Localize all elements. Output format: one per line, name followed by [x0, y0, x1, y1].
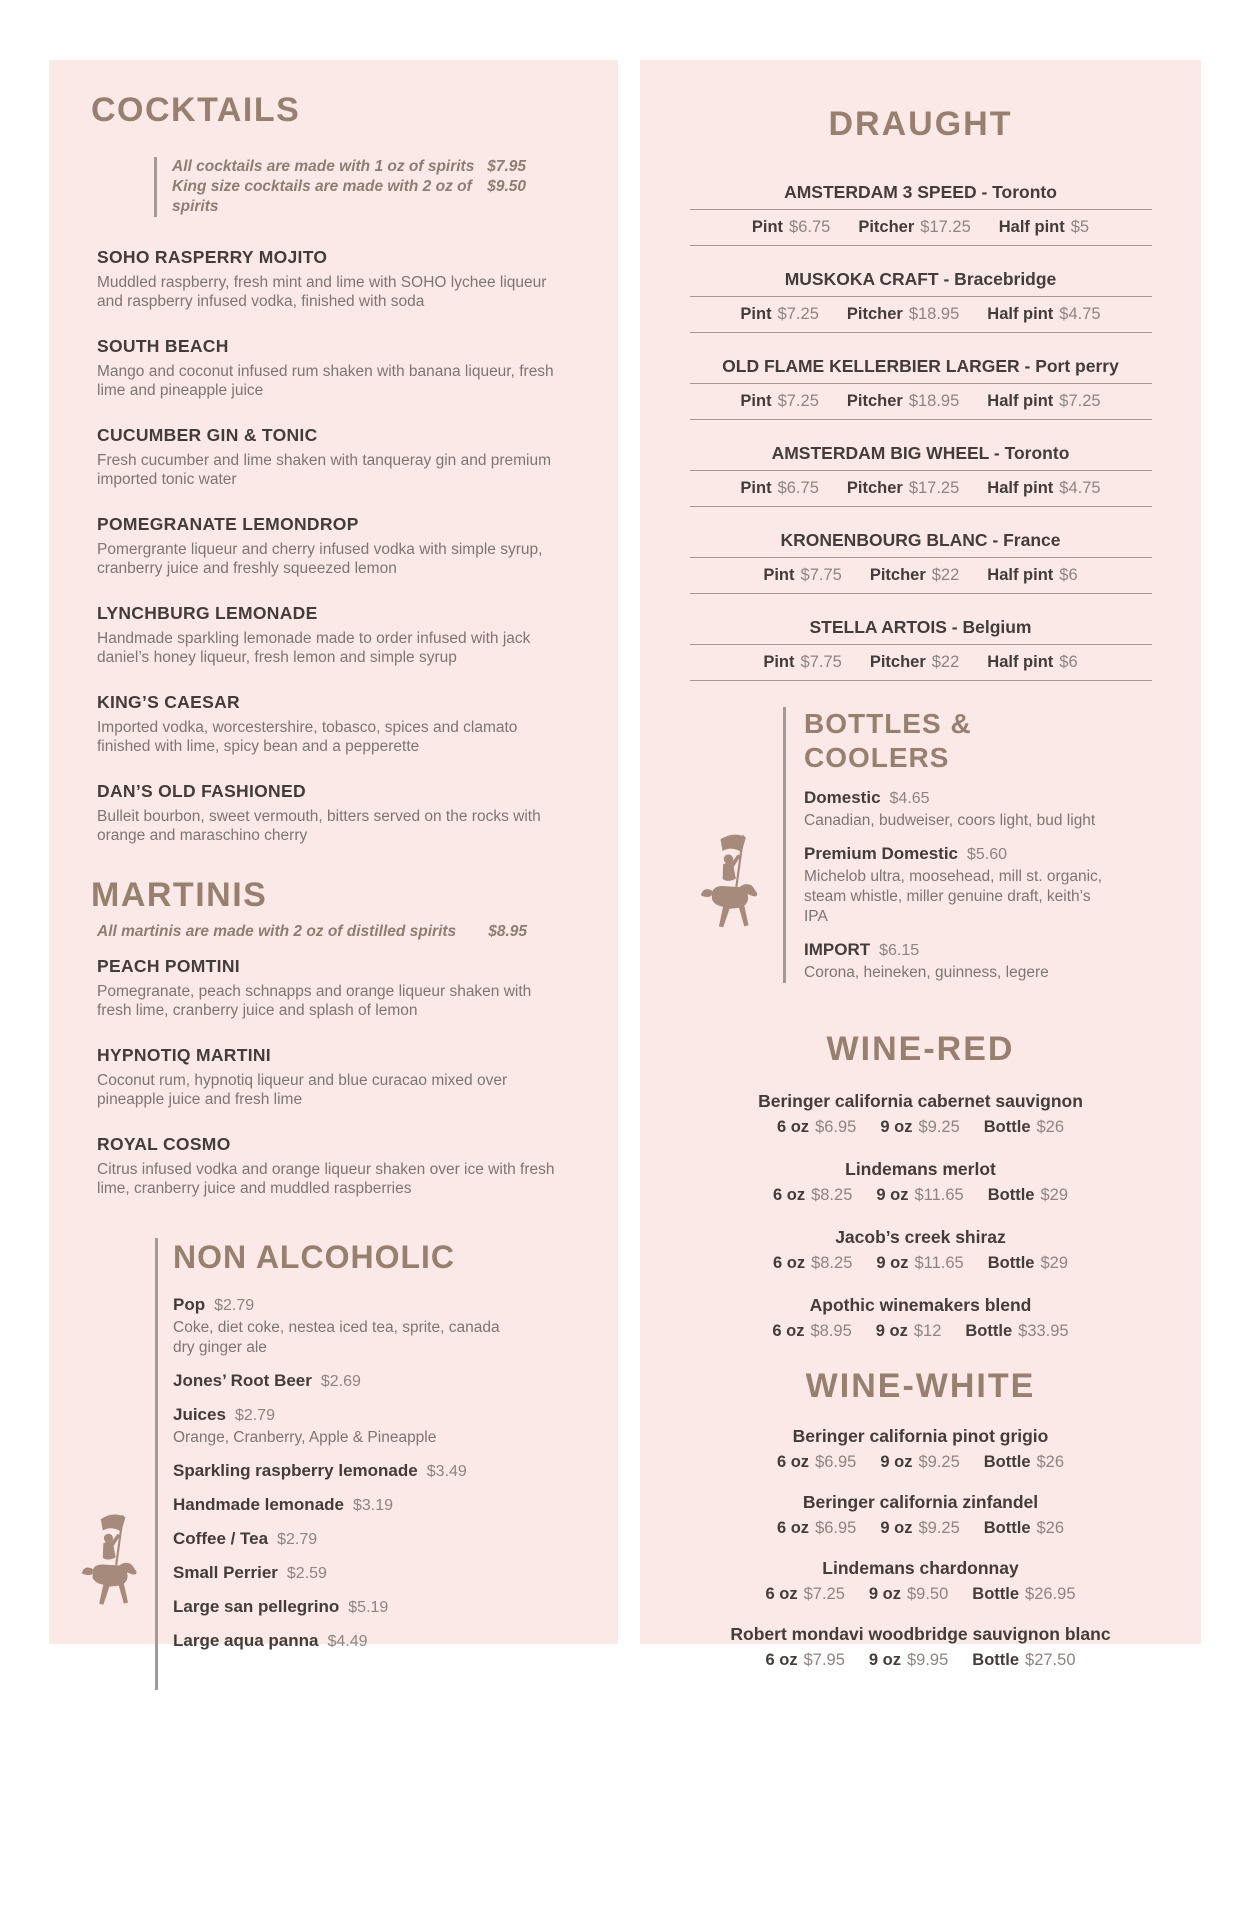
beer-name: AMSTERDAM BIG WHEEL - Toronto	[690, 442, 1152, 471]
price-value: $7.95	[803, 1651, 845, 1669]
item-description: Mango and coconut infused rum shaken with banana liqueur, fresh lime and pineapple juice	[97, 363, 554, 399]
price-value: $6	[1059, 653, 1078, 671]
price-value: $11.65	[914, 1186, 964, 1204]
price-pair	[847, 390, 959, 412]
price-label: Bottle	[983, 1519, 1031, 1537]
item-name: IMPORT	[804, 940, 871, 959]
non-alcoholic-title: NON ALCOHOLIC	[173, 1239, 456, 1275]
beer-prices	[690, 384, 1152, 420]
price-label: 9 oz	[876, 1186, 909, 1204]
item-description: Canadian, budweiser, coors light, bud light	[804, 812, 1096, 829]
item-price: $2.59	[286, 1565, 327, 1582]
price-pair	[987, 390, 1100, 412]
item-name: POMEGRANATE LEMONDROP	[97, 514, 359, 534]
price-pair	[870, 564, 959, 586]
price-value: $6.75	[789, 218, 831, 236]
price-value: $11.65	[914, 1254, 964, 1272]
wine-name: Beringer california pinot grigio	[792, 1426, 1049, 1446]
price-pair	[876, 1320, 942, 1342]
item-name: CUCUMBER GIN & TONIC	[97, 425, 318, 445]
beer-prices	[690, 297, 1152, 333]
price-pair	[847, 477, 959, 499]
item-price: $6.15	[879, 942, 920, 959]
wine-white-title: WINE-WHITE	[805, 1367, 1036, 1405]
cocktail-item	[97, 245, 567, 311]
wine-white-list	[680, 1425, 1161, 1671]
wine-item	[680, 1425, 1161, 1473]
price-value: $29	[1040, 1254, 1068, 1272]
wine-item	[680, 1491, 1161, 1539]
item-description: Coke, diet coke, nestea iced tea, sprite, canada dry ginger ale	[173, 1319, 500, 1356]
price-value: $22	[931, 566, 960, 584]
price-value: $7.25	[803, 1585, 845, 1603]
beer-prices	[690, 471, 1152, 507]
martinis-intro-row	[97, 922, 527, 942]
price-label: Bottle	[972, 1651, 1020, 1669]
item-name: PEACH POMTINI	[97, 956, 240, 976]
cocktail-item	[97, 690, 567, 756]
non-alcoholic-item	[173, 1494, 513, 1516]
bottle-item	[804, 787, 1116, 831]
price-value: $9.50	[906, 1585, 949, 1603]
price-value: $17.25	[920, 218, 971, 236]
price-label: 9 oz	[880, 1453, 913, 1471]
price-value: $29	[1040, 1186, 1068, 1204]
cocktails-title: COCKTAILS	[91, 91, 301, 129]
price-pair	[880, 1451, 959, 1473]
martinis-list	[97, 954, 590, 1198]
intro-price: $8.95	[488, 923, 527, 940]
bottle-item-row	[804, 843, 1116, 865]
item-name: Handmade lemonade	[173, 1495, 344, 1514]
price-label: Bottle	[965, 1322, 1013, 1340]
price-pair	[984, 1517, 1064, 1539]
wine-name: Beringer california zinfandel	[802, 1492, 1039, 1512]
intro-price: $9.50	[487, 178, 526, 195]
left-menu-panel	[49, 60, 618, 1650]
knight-horse-icon	[79, 1512, 141, 1615]
price-pair	[858, 216, 970, 238]
price-label: 6 oz	[765, 1651, 798, 1669]
price-value: $9.25	[918, 1453, 960, 1471]
wine-prices	[680, 1451, 1161, 1473]
price-pair	[880, 1116, 959, 1138]
price-value: $12	[913, 1322, 942, 1340]
price-label: Half pint	[987, 479, 1054, 497]
price-label: Bottle	[987, 1254, 1035, 1272]
draught-item	[690, 442, 1152, 507]
draught-title: DRAUGHT	[828, 105, 1013, 143]
price-value: $6.75	[777, 479, 819, 497]
price-value: $27.50	[1025, 1651, 1076, 1669]
cocktails-intro-row	[172, 157, 526, 177]
wine-item	[680, 1623, 1161, 1671]
item-description: Handmade sparkling lemonade made to order infused with jack daniel’s honey liqueur, fresh lemon and simple syrup	[97, 630, 531, 666]
price-value: $5	[1070, 218, 1090, 236]
price-label: Bottle	[983, 1453, 1031, 1471]
item-name: KING’S CAESAR	[97, 692, 240, 712]
bottle-item	[804, 843, 1116, 927]
item-name: SOUTH BEACH	[97, 336, 229, 356]
price-pair	[869, 1649, 948, 1671]
non-alcoholic-item-row	[173, 1494, 513, 1516]
price-pair	[987, 564, 1077, 586]
item-price: $3.49	[426, 1463, 467, 1480]
intro-text: King size cocktails are made with 2 oz of spirits	[172, 178, 472, 215]
intro-price: $7.95	[487, 158, 526, 175]
price-value: $18.95	[908, 305, 960, 323]
non-alcoholic-item	[173, 1294, 513, 1358]
item-name: Juices	[173, 1405, 226, 1424]
beer-name: KRONENBOURG BLANC - France	[690, 529, 1152, 558]
wine-name: Lindemans chardonnay	[822, 1558, 1019, 1578]
price-pair	[777, 1517, 856, 1539]
price-value: $7.75	[800, 566, 842, 584]
wine-prices	[680, 1320, 1161, 1342]
cocktails-intro	[154, 157, 526, 217]
wine-prices	[680, 1649, 1161, 1671]
item-price: $5.60	[967, 846, 1008, 863]
non-alcoholic-item-row	[173, 1294, 513, 1316]
price-label: 9 oz	[868, 1585, 901, 1603]
item-name: Sparkling raspberry lemonade	[173, 1461, 418, 1480]
wine-name: Lindemans merlot	[845, 1159, 996, 1179]
non-alcoholic-item	[173, 1528, 513, 1550]
item-name: Coffee / Tea	[173, 1529, 269, 1548]
item-name: SOHO RASPERRY MOJITO	[97, 247, 328, 267]
price-label: Pitcher	[846, 305, 903, 323]
item-description: Coconut rum, hypnotiq liqueur and blue curacao mixed over pineapple juice and fresh lime	[97, 1072, 508, 1108]
item-description: Pomegranate, peach schnapps and orange liqueur shaken with fresh lime, cranberry juice and splash of lemon	[97, 983, 532, 1019]
price-label: Half pint	[987, 392, 1054, 410]
item-description: Bulleit bourbon, sweet vermouth, bitters served on the rocks with orange and maraschino cherry	[97, 808, 541, 844]
beer-prices	[690, 645, 1152, 681]
price-value: $6.95	[815, 1519, 857, 1537]
price-label: Pint	[751, 218, 784, 236]
price-value: $8.25	[811, 1186, 853, 1204]
price-value: $8.95	[810, 1322, 852, 1340]
price-pair	[880, 1517, 959, 1539]
non-alcoholic-item	[173, 1370, 513, 1392]
non-alcoholic-item-row	[173, 1562, 513, 1584]
non-alcoholic-item-row	[173, 1630, 513, 1652]
price-pair	[740, 390, 818, 412]
item-name: LYNCHBURG LEMONADE	[97, 603, 318, 623]
price-value: $33.95	[1018, 1322, 1069, 1340]
price-label: 9 oz	[880, 1519, 913, 1537]
price-pair	[972, 1649, 1075, 1671]
price-label: 6 oz	[776, 1453, 810, 1471]
item-name: Small Perrier	[173, 1563, 278, 1582]
item-description: Muddled raspberry, fresh mint and lime with SOHO lychee liqueur and raspberry infused vodka, finished with soda	[97, 274, 547, 310]
price-value: $6.95	[815, 1453, 857, 1471]
price-pair	[988, 1252, 1068, 1274]
non-alcoholic-item	[173, 1404, 513, 1448]
wine-item	[680, 1158, 1161, 1206]
price-label: Bottle	[983, 1118, 1031, 1136]
item-description: Orange, Cranberry, Apple & Pineapple	[173, 1429, 437, 1446]
draught-item	[690, 181, 1152, 246]
wine-prices	[680, 1116, 1161, 1138]
item-name: Premium Domestic	[804, 844, 958, 863]
wine-red-title: WINE-RED	[826, 1030, 1015, 1068]
price-label: Half pint	[987, 566, 1054, 584]
item-price: $3.19	[353, 1497, 394, 1514]
price-pair	[987, 477, 1100, 499]
item-price: $4.65	[889, 790, 930, 807]
price-pair	[763, 564, 841, 586]
non-alcoholic-item-row	[173, 1596, 513, 1618]
cocktail-item	[97, 423, 567, 489]
price-label: Pitcher	[846, 392, 903, 410]
price-pair	[772, 1320, 851, 1342]
item-description: Citrus infused vodka and orange liqueur shaken over ice with fresh lime, cranberry juice and muddled raspberries	[97, 1161, 555, 1197]
price-label: 6 oz	[772, 1186, 806, 1204]
price-pair	[752, 216, 830, 238]
price-value: $26	[1036, 1453, 1065, 1471]
cocktail-item	[97, 334, 567, 400]
price-label: 9 oz	[868, 1651, 901, 1669]
price-value: $6.95	[815, 1118, 857, 1136]
non-alcoholic-section	[155, 1238, 513, 1690]
wine-prices	[680, 1517, 1161, 1539]
beer-name: MUSKOKA CRAFT - Bracebridge	[690, 268, 1152, 297]
item-description: Michelob ultra, moosehead, mill st. organic, steam whistle, miller genuine draft, keith’s IPA	[804, 868, 1103, 925]
item-name: Domestic	[804, 788, 881, 807]
wine-name: Apothic winemakers blend	[809, 1295, 1032, 1315]
non-alcoholic-item	[173, 1562, 513, 1584]
price-pair	[773, 1184, 852, 1206]
non-alcoholic-item-row	[173, 1404, 513, 1426]
price-pair	[777, 1451, 856, 1473]
price-label: Pitcher	[869, 566, 926, 584]
price-label: 9 oz	[880, 1118, 913, 1136]
beer-name: OLD FLAME KELLERBIER LARGER - Port perry	[690, 355, 1152, 384]
price-value: $22	[931, 653, 960, 671]
item-description: Corona, heineken, guinness, legere	[804, 964, 1049, 981]
price-pair	[740, 303, 818, 325]
price-pair	[870, 651, 959, 673]
item-price: $4.49	[327, 1633, 368, 1650]
price-label: Pint	[740, 305, 772, 323]
bottle-item-row	[804, 787, 1116, 809]
non-alcoholic-item	[173, 1596, 513, 1618]
wine-prices	[680, 1184, 1161, 1206]
price-pair	[740, 477, 818, 499]
item-price: $2.79	[234, 1407, 275, 1424]
price-value: $26	[1036, 1118, 1065, 1136]
knight-horse-icon	[698, 832, 762, 938]
price-pair	[972, 1583, 1075, 1605]
price-label: Half pint	[987, 305, 1054, 323]
price-label: Bottle	[987, 1186, 1035, 1204]
price-pair	[847, 303, 959, 325]
price-value: $7.25	[1059, 392, 1101, 410]
price-value: $7.75	[800, 653, 842, 671]
non-alcoholic-item-row	[173, 1528, 513, 1550]
draught-item	[690, 268, 1152, 333]
wine-item	[680, 1090, 1161, 1138]
cocktails-list	[97, 245, 590, 845]
item-price: $5.19	[348, 1599, 389, 1616]
bottle-item-row	[804, 939, 1116, 961]
price-label: Half pint	[987, 653, 1054, 671]
draught-item	[690, 355, 1152, 420]
bottles-coolers-section	[783, 707, 1116, 983]
martini-item	[97, 1132, 567, 1198]
item-name: Pop	[173, 1295, 206, 1314]
item-description: Pomergrante liqueur and cherry infused vodka with simple syrup, cranberry juice and freshly squeezed lemon	[97, 541, 543, 577]
price-value: $6	[1059, 566, 1078, 584]
non-alcoholic-item-row	[173, 1460, 513, 1482]
price-pair	[988, 1184, 1068, 1206]
item-name: HYPNOTIQ MARTINI	[97, 1045, 271, 1065]
price-label: 6 oz	[772, 1322, 805, 1340]
price-label: 6 oz	[772, 1254, 806, 1272]
bottles-coolers-title: BOTTLES & COOLERS	[804, 708, 972, 773]
martinis-title: MARTINIS	[91, 876, 268, 914]
item-price: $2.69	[320, 1373, 361, 1390]
wine-item	[680, 1557, 1161, 1605]
price-pair	[987, 303, 1100, 325]
price-pair	[984, 1451, 1064, 1473]
price-value: $26.95	[1025, 1585, 1076, 1603]
price-value: $7.25	[777, 392, 819, 410]
item-description: Fresh cucumber and lime shaken with tanqueray gin and premium imported tonic water	[97, 452, 552, 488]
price-value: $26	[1036, 1519, 1065, 1537]
wine-prices	[680, 1583, 1161, 1605]
item-name: Jones’ Root Beer	[173, 1371, 312, 1390]
wine-item	[680, 1226, 1161, 1274]
price-pair	[987, 651, 1077, 673]
price-value: $9.95	[906, 1651, 949, 1669]
intro-text: All martinis are made with 2 oz of distilled spirits	[97, 923, 457, 940]
price-pair	[869, 1583, 948, 1605]
right-menu-panel	[640, 60, 1201, 1669]
cocktails-intro-row	[172, 177, 526, 217]
price-label: Bottle	[972, 1585, 1020, 1603]
price-value: $9.25	[918, 1118, 960, 1136]
price-pair	[876, 1184, 963, 1206]
price-pair	[965, 1320, 1068, 1342]
martinis-intro	[97, 922, 527, 942]
item-name: ROYAL COSMO	[97, 1134, 231, 1154]
price-value: $8.25	[811, 1254, 853, 1272]
draught-list	[690, 181, 1152, 681]
draught-item	[690, 529, 1152, 594]
price-label: 6 oz	[776, 1118, 810, 1136]
price-label: 6 oz	[776, 1519, 810, 1537]
beer-name: AMSTERDAM 3 SPEED - Toronto	[690, 181, 1152, 210]
non-alcoholic-item-row	[173, 1370, 513, 1392]
price-value: $7.25	[777, 305, 819, 323]
beer-name: STELLA ARTOIS - Belgium	[690, 616, 1152, 645]
wine-name: Robert mondavi woodbridge sauvignon blanc	[730, 1624, 1111, 1644]
wine-name: Jacob’s creek shiraz	[835, 1227, 1006, 1247]
martini-item	[97, 1043, 567, 1109]
price-label: 9 oz	[875, 1322, 908, 1340]
cocktail-item	[97, 512, 567, 578]
beer-prices	[690, 558, 1152, 594]
price-label: Pint	[763, 653, 795, 671]
price-pair	[876, 1252, 963, 1274]
price-label: 6 oz	[765, 1585, 798, 1603]
price-label: Pitcher	[858, 218, 915, 236]
intro-text: All cocktails are made with 1 oz of spirits	[172, 158, 475, 175]
price-value: $4.75	[1059, 305, 1101, 323]
price-label: 9 oz	[876, 1254, 909, 1272]
price-pair	[999, 216, 1089, 238]
item-price: $2.79	[214, 1297, 255, 1314]
beer-prices	[690, 210, 1152, 246]
price-label: Half pint	[998, 218, 1065, 236]
item-name: DAN’S OLD FASHIONED	[97, 781, 306, 801]
price-value: $17.25	[908, 479, 960, 497]
cocktail-item	[97, 601, 567, 667]
cocktail-item	[97, 779, 567, 845]
item-price: $2.79	[277, 1531, 318, 1548]
item-description: Imported vodka, worcestershire, tobasco, spices and clamato finished with lime, spicy bean and a pepperette	[97, 719, 518, 755]
wine-prices	[680, 1252, 1161, 1274]
price-label: Pint	[740, 392, 772, 410]
non-alcoholic-item	[173, 1630, 513, 1652]
price-value: $4.75	[1059, 479, 1101, 497]
item-name: Large aqua panna	[173, 1631, 319, 1650]
price-value: $18.95	[908, 392, 960, 410]
price-pair	[773, 1252, 852, 1274]
price-label: Pitcher	[869, 653, 926, 671]
draught-item	[690, 616, 1152, 681]
wine-item	[680, 1294, 1161, 1342]
item-name: Large san pellegrino	[173, 1597, 340, 1616]
martini-item	[97, 954, 567, 1020]
price-pair	[766, 1649, 845, 1671]
price-pair	[984, 1116, 1064, 1138]
price-pair	[766, 1583, 845, 1605]
wine-red-list	[680, 1090, 1161, 1342]
wine-name: Beringer california cabernet sauvignon	[758, 1091, 1083, 1111]
non-alcoholic-item	[173, 1460, 513, 1482]
price-label: Pint	[740, 479, 772, 497]
bottle-item	[804, 939, 1116, 983]
price-label: Pitcher	[846, 479, 903, 497]
price-pair	[777, 1116, 856, 1138]
price-label: Pint	[763, 566, 795, 584]
price-value: $9.25	[918, 1519, 960, 1537]
price-pair	[763, 651, 841, 673]
